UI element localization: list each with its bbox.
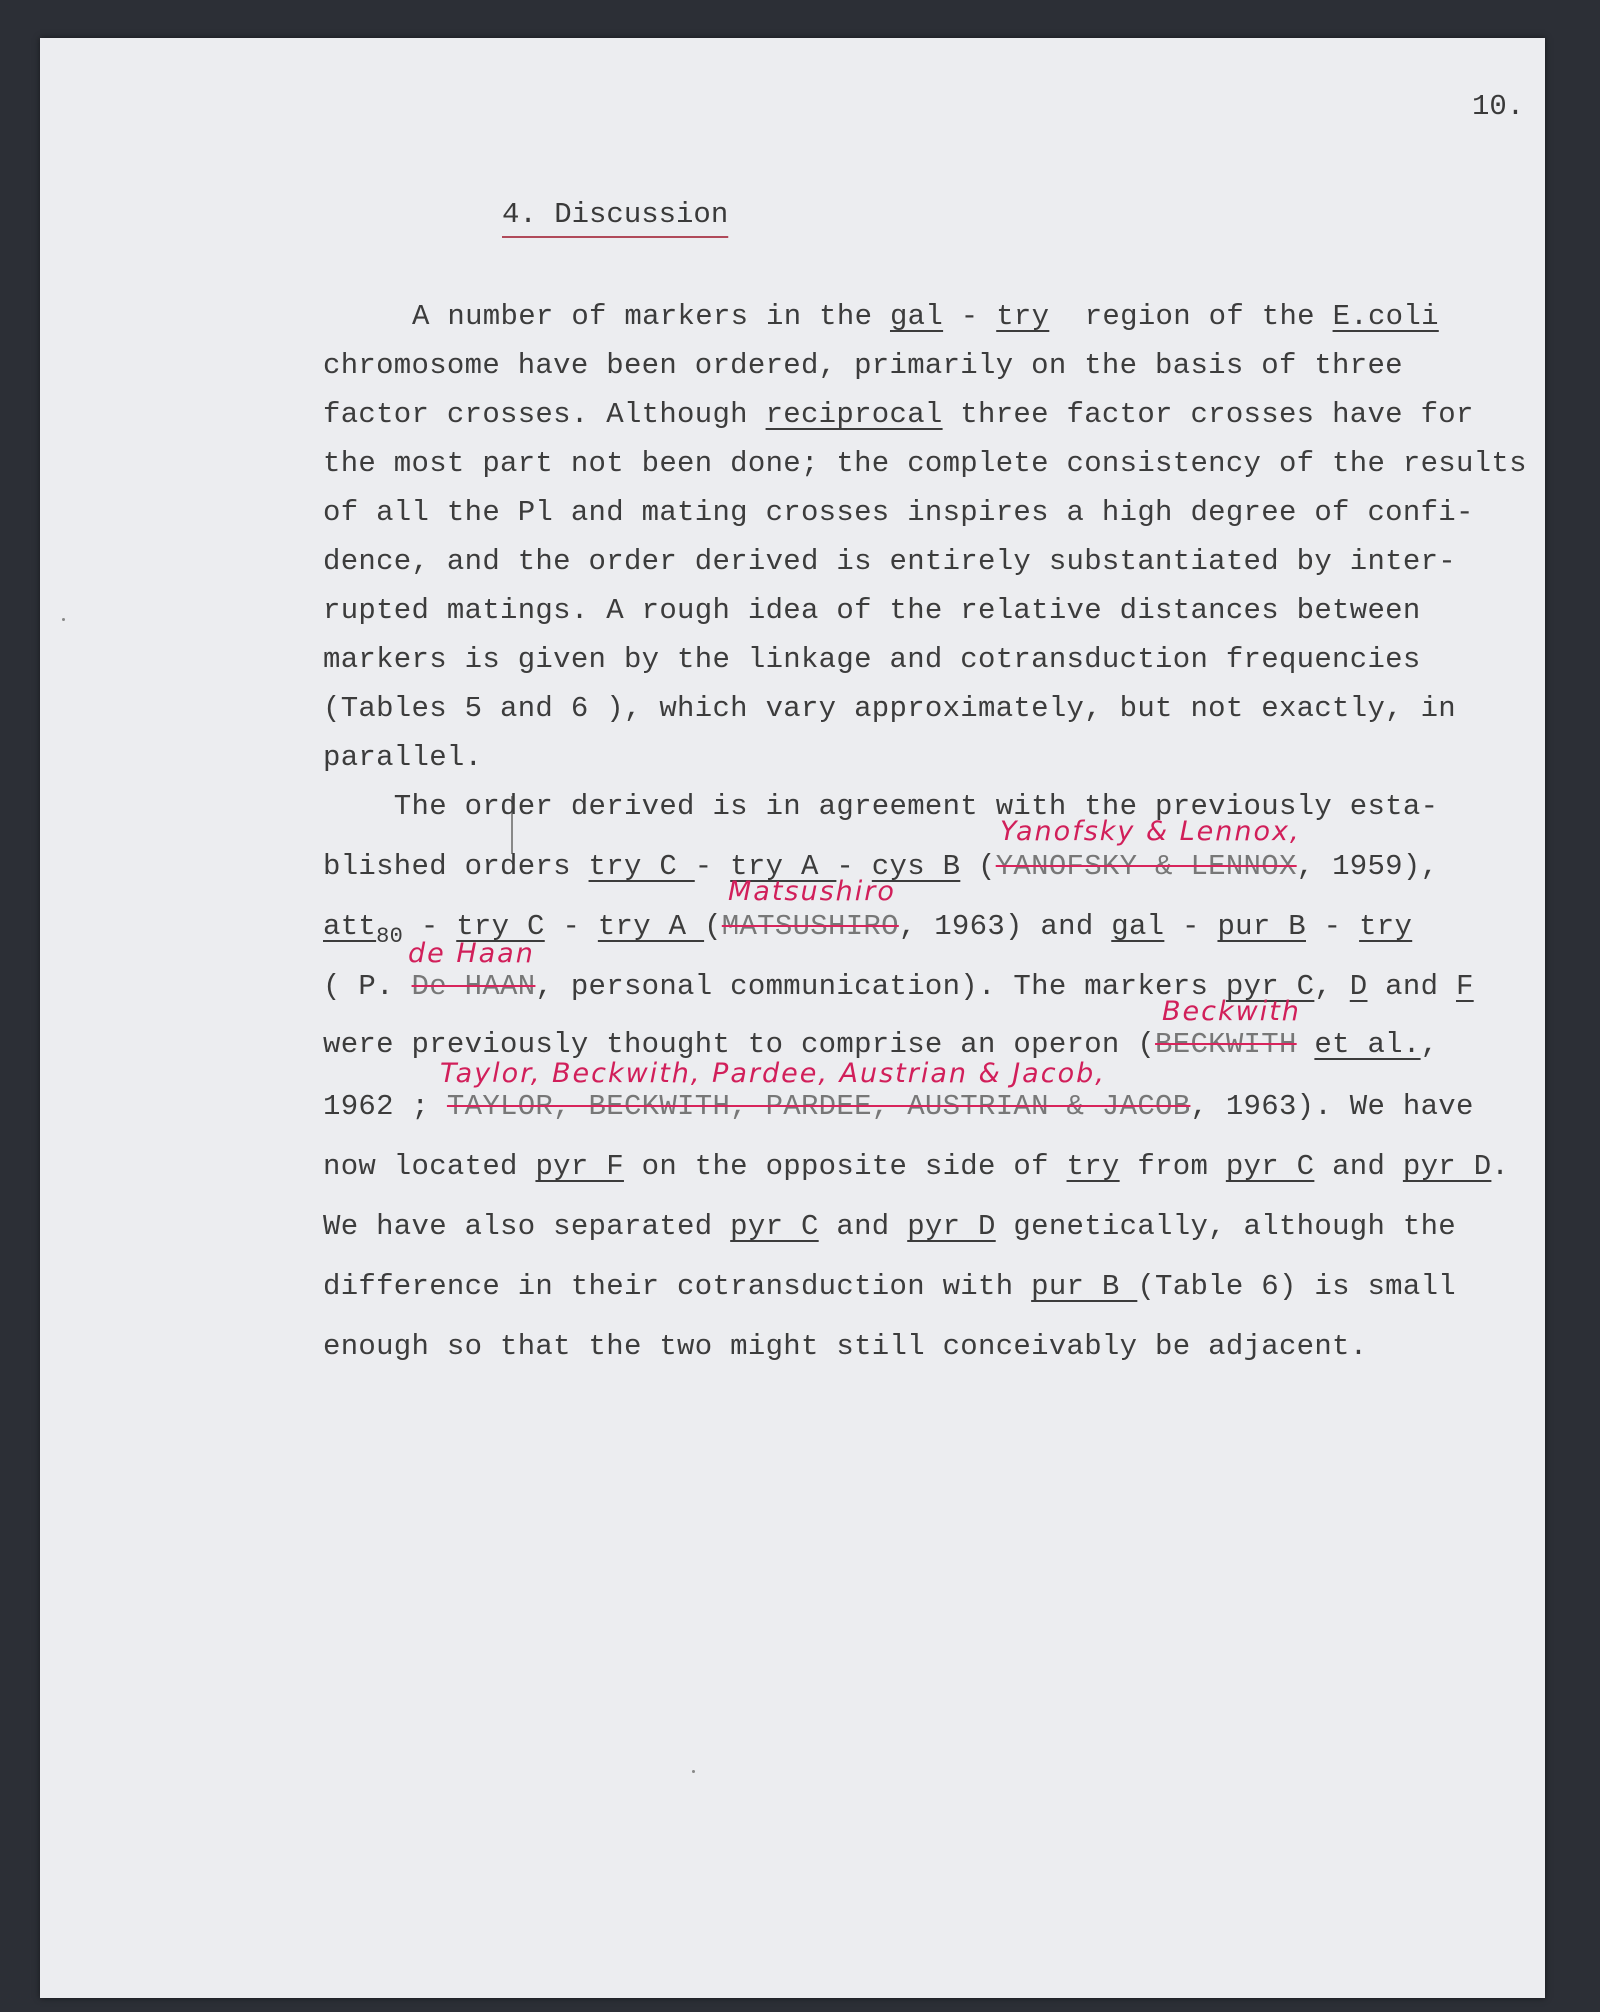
annotation-beckwith: Beckwith: [1162, 996, 1301, 1027]
para2-line2: blished orders try C - try A - cys B (YANOFSKY & LENNOX, 1959),: [323, 850, 1439, 883]
para1-line3: factor crosses. Although reciprocal three factor crosses have for: [323, 398, 1474, 431]
para2-line5: were previously thought to comprise an operon (BECKWITH et al.,: [323, 1028, 1439, 1061]
para1-line1: A number of markers in the gal - try region of the E.coli: [412, 300, 1439, 333]
paper-speck: [62, 618, 65, 621]
section-heading: 4. Discussion: [502, 198, 729, 231]
para2-line1: The order derived is in agreement with the previously esta-: [323, 790, 1439, 823]
para2-line8: We have also separated pyr C and pyr D genetically, although the: [323, 1210, 1456, 1243]
annotation-dehaan: de Haan: [408, 938, 535, 969]
para2-line6: 1962 ; TAYLOR, BECKWITH, PARDEE, AUSTRIAN & JACOB, 1963). We have: [323, 1090, 1474, 1123]
para2-line4: ( P. De HAAN, personal communication). The markers pyr C, D and F: [323, 970, 1474, 1003]
annotation-yanofsky: Yanofsky & Lennox,: [1000, 816, 1301, 847]
page-number: 10.: [1472, 90, 1525, 123]
paper-speck: [692, 1770, 695, 1773]
document-page: [40, 38, 1545, 1998]
para1-line2: chromosome have been ordered, primarily on the basis of three: [323, 349, 1403, 382]
para1-line8: markers is given by the linkage and cotransduction frequencies: [323, 643, 1421, 676]
para1-line5: of all the Pl and mating crosses inspires a high degree of confi-: [323, 496, 1474, 529]
para1-line7: rupted matings. A rough idea of the relative distances between: [323, 594, 1421, 627]
para1-line4: the most part not been done; the complete consistency of the results: [323, 447, 1527, 480]
para2-line9: difference in their cotransduction with pur B (Table 6) is small: [323, 1270, 1456, 1303]
para1-line10: parallel.: [323, 741, 483, 774]
para2-line10: enough so that the two might still conceivably be adjacent.: [323, 1330, 1368, 1363]
para2-line7: now located pyr F on the opposite side of try from pyr C and pyr D.: [323, 1150, 1510, 1183]
para1-line6: dence, and the order derived is entirely substantiated by inter-: [323, 545, 1456, 578]
annotation-taylor: Taylor, Beckwith, Pardee, Austrian & Jacob,: [440, 1058, 1106, 1089]
para2-line3: att$_{80}$ - try C - try A (MATSUSHIRO, 1963) and gal - pur B - try: [323, 910, 1413, 949]
para1-line9: (Tables 5 and 6 ), which vary approximately, but not exactly, in: [323, 692, 1456, 725]
annotation-matsushiro: Matsushiro: [728, 876, 896, 907]
